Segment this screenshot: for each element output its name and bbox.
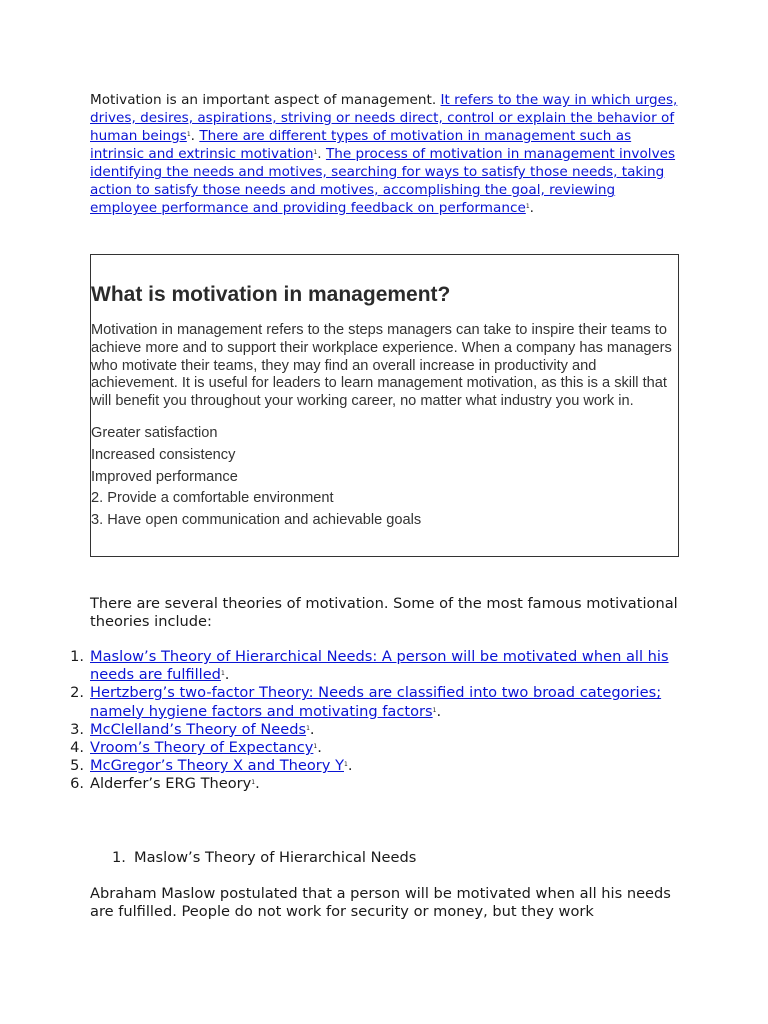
box-list-item: Greater satisfaction bbox=[91, 424, 218, 441]
theory-item: 2. Hertzberg’s two-factor Theory: Needs are classified into two broad categories; namely hygiene factors and motivating factors$^1$. bbox=[70, 684, 662, 720]
theory-item: 4. Vroom’s Theory of Expectancy$^1$. bbox=[70, 739, 322, 757]
intro-link-types[interactable]: There are different types of motivation in management such as intrinsic and extrinsic motivation bbox=[90, 128, 632, 162]
intro-paragraph: Motivation is an important aspect of management. It refers to the way in which urges, drives, desires, aspirations, striving or needs direct, control or explain the behavior of human beings$^1$. There are different types of motivation in management such as intrinsic and extrinsic motivation$^1$. The process of motivation in management involves identifying the needs and motives, searching for ways to satisfy those needs, taking action to satisfy those needs and motives, accomplishing the goal, reviewing employee performance and providing feedback on performance$^1$. bbox=[90, 92, 678, 216]
theory-link-hertzberg[interactable]: Hertzberg’s two-factor Theory: Needs are classified into two broad categories; namely hygiene factors and motivating factors bbox=[90, 684, 662, 720]
intro-link-process[interactable]: The process of motivation in management involves identifying the needs and motives, searching for ways to satisfy those needs, taking action to satisfy those needs and motives, accomplishing the goal, reviewing employee performance and providing feedback on performance bbox=[90, 146, 676, 216]
theory-item: 5. McGregor’s Theory X and Theory $Y^1$. bbox=[70, 757, 353, 775]
theories-list bbox=[70, 648, 690, 794]
intro-section bbox=[90, 91, 682, 217]
box-list bbox=[91, 423, 678, 532]
theory-text-alderfer: Alderfer’s ERG Theory bbox=[90, 775, 252, 793]
theory-link-mcclelland[interactable]: McClelland’s Theory of Needs bbox=[90, 720, 307, 738]
box-list-item: Improved performance bbox=[91, 468, 238, 485]
theory-link-maslow[interactable]: Maslow’s Theory of Hierarchical Needs: A person will be motivated when all his needs are fulfilled bbox=[90, 648, 669, 684]
theory-item: 3. McClelland’s Theory of Needs$^1$. bbox=[70, 720, 315, 738]
citation-marker: 1 bbox=[313, 743, 318, 751]
theories-section bbox=[70, 595, 690, 794]
section-heading bbox=[112, 849, 416, 867]
box-paragraph: Motivation in management refers to the steps managers can take to inspire their teams to achieve more and to support their workplace experience. When a company has managers who motivate their teams, they may find an overall increase in productivity and achievement. It is useful for leaders to learn management motivation, as this is a skill that will benefit you throughout your working career, no matter what industry you work in. bbox=[91, 322, 672, 410]
theory-link-vroom[interactable]: Vroom’s Theory of Expectancy bbox=[90, 739, 314, 757]
citation-marker: 1 bbox=[525, 203, 530, 210]
box-list-item: 2. Provide a comfortable environment bbox=[91, 490, 334, 507]
citation-marker: 1 bbox=[313, 149, 318, 156]
citation-marker: 1 bbox=[344, 761, 348, 769]
intro-link-definition[interactable]: It refers to the way in which urges, drives, desires, aspirations, striving or needs direct, control or explain the behavior of human beings bbox=[90, 92, 678, 144]
citation-marker: 1 bbox=[306, 724, 310, 732]
section-number: 1. bbox=[112, 849, 126, 866]
citation-marker: 1 bbox=[251, 779, 256, 787]
box-heading: What is motivation in management? bbox=[91, 283, 451, 306]
citation-marker: 1 bbox=[186, 131, 191, 138]
theory-item: 1. Maslow’s Theory of Hierarchical Needs: A person will be motivated when all his needs are fulfilled$^1$. bbox=[70, 648, 669, 684]
intro-lead: Motivation is an important aspect of management. bbox=[90, 92, 441, 108]
citation-marker: 1 bbox=[432, 706, 437, 714]
box-list-item: Increased consistency bbox=[91, 446, 236, 463]
maslow-paragraph: Abraham Maslow postulated that a person will be motivated when all his needs are fulfilled. People do not work for security or money, but they work bbox=[90, 885, 671, 920]
theory-item: 6. Alderfer’s ERG Theory$^1$. bbox=[70, 775, 260, 793]
motivation-info-box bbox=[90, 254, 679, 557]
section-title: Maslow’s Theory of Hierarchical Needs bbox=[134, 849, 417, 866]
theory-link-mcgregor[interactable]: McGregor’s Theory X and Theory Y bbox=[90, 757, 344, 775]
theories-intro: There are several theories of motivation. Some of the most famous motivational theories include: bbox=[90, 595, 678, 630]
box-list-item: 3. Have open communication and achievable goals bbox=[91, 512, 422, 529]
citation-marker: 1 bbox=[220, 670, 225, 678]
